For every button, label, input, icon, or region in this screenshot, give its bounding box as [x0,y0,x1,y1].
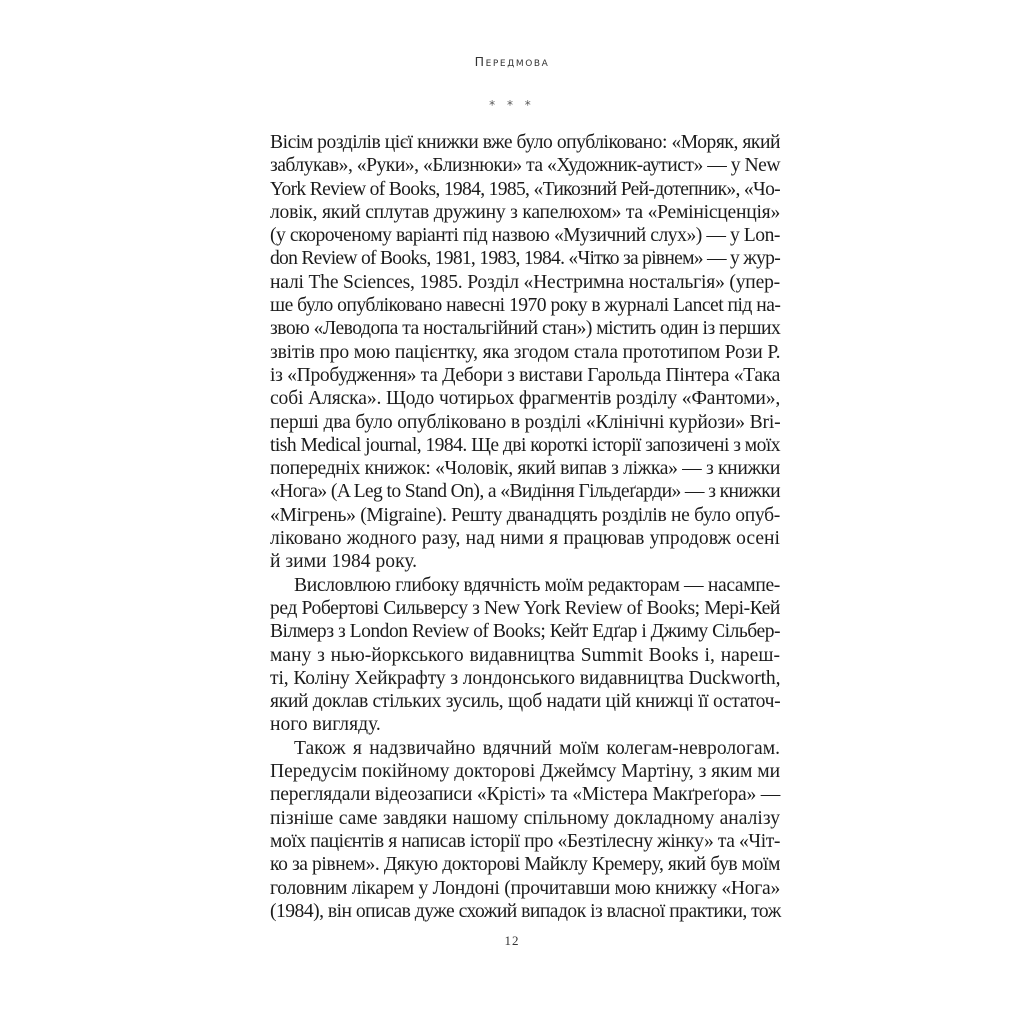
text-line: ше було опубліковано навесні 1970 року в журналі Lancet під на- [270,295,781,317]
text-line: Вілмерз з London Review of Books; Кейт Едґар і Джиму Сільбер- [270,621,780,643]
text-line: don Review of Books, 1981, 1983, 1984. «Чітко за рівнем» — у жур- [270,248,780,270]
paragraph-2 [270,574,780,737]
text-line: пізніше саме завдяки нашому спільному докладному аналізу [270,807,780,829]
text-line: ко за рівнем». Дякую докторові Майклу Кремеру, який був моїм [270,854,780,876]
text-line: ред Робертові Сильверсу з New York Review of Books; Мері-Кей [270,597,780,619]
text-line: ловік, який сплутав дружину з капелюхом» та «Ремінісценція» [270,201,780,223]
text-line: перші два було опубліковано в розділі «Клінічні курйози» Bri- [270,411,781,433]
text-line: Вісім розділів цієї книжки вже було опубліковано: «Моряк, який [270,132,780,153]
text-line: переглядали відеозаписи «Крісті» та «Містера Макґреґора» — [270,784,781,806]
text-line: Також я надзвичайно вдячний моїм колегам-неврологам. [294,737,780,759]
paragraph-3 [270,737,780,923]
text-line: заблукав», «Руки», «Близнюки» та «Художник-аутист» — у New [270,155,780,177]
text-line: ті, Коліну Хейкрафту з лондонського видавництва Duckworth, [270,667,781,689]
text-line: із «Пробудження» та Дебори з вистави Гарольда Пінтера «Така [270,364,780,386]
text-line: (у скороченому варіанті під назвою «Музичний слух») — у Lon- [270,225,780,247]
text-line: tish Medical journal, 1984. Ще дві короткі історії запозичені з моїх [270,434,780,456]
text-line: звітів про мою пацієнтку, яка згодом стала прототипом Рози Р. [270,341,781,363]
text-line: ліковано жодного разу, над ними я працював упродовж осені [270,528,780,550]
text-line: налі The Sciences, 1985. Розділ «Нестримна ностальгія» (упер- [270,271,780,293]
page-number: 12 [504,933,520,948]
text-line: Передусім покійному докторові Джеймсу Мартіну, з яким ми [270,761,781,783]
text-line: Висловлюю глибоку вдячність моїм редакторам — насампе- [294,574,780,596]
text-line: ного вигляду. [270,714,381,736]
text-line: «Нога» (A Leg to Stand On), а «Видіння Гільдеґарди» — з книжки [270,481,780,503]
text-line: звою «Леводопа та ностальгійний стан») містить один із перших [270,318,781,340]
text-line: York Review of Books, 1984, 1985, «Тикозний Рей-дотепник», «Чо- [270,178,780,200]
text-line: «Мігрень» (Migraine). Решту дванадцять розділів не було опуб- [270,504,780,526]
text-line: попередніх книжок: «Чоловік, який випав з ліжка» — з книжки [270,458,780,480]
text-line: головним лікарем у Лондоні (прочитавши мою книжку «Нога» [270,877,780,899]
text-line: й зими 1984 року. [270,551,418,573]
text-line: який доклав стільких зусиль, щоб надати цій книжці її остаточ- [270,691,781,713]
running-header: Передмова [474,54,550,69]
text-line: (1984), він описав дуже схожий випадок із власної практики, тож [270,900,781,922]
text-line: собі Аляска». Щодо чотирьох фрагментів розділу «Фантоми», [270,388,781,410]
body-text [270,131,780,923]
text-line: моїх пацієнтів я написав історії про «Безтілесну жінку» та «Чіт- [270,830,780,852]
text-line: ману з нью-йоркського видавництва Summit Books і, нареш- [270,644,780,666]
paragraph-1 [270,131,780,574]
section-break-asterisks: * * * [489,98,535,112]
